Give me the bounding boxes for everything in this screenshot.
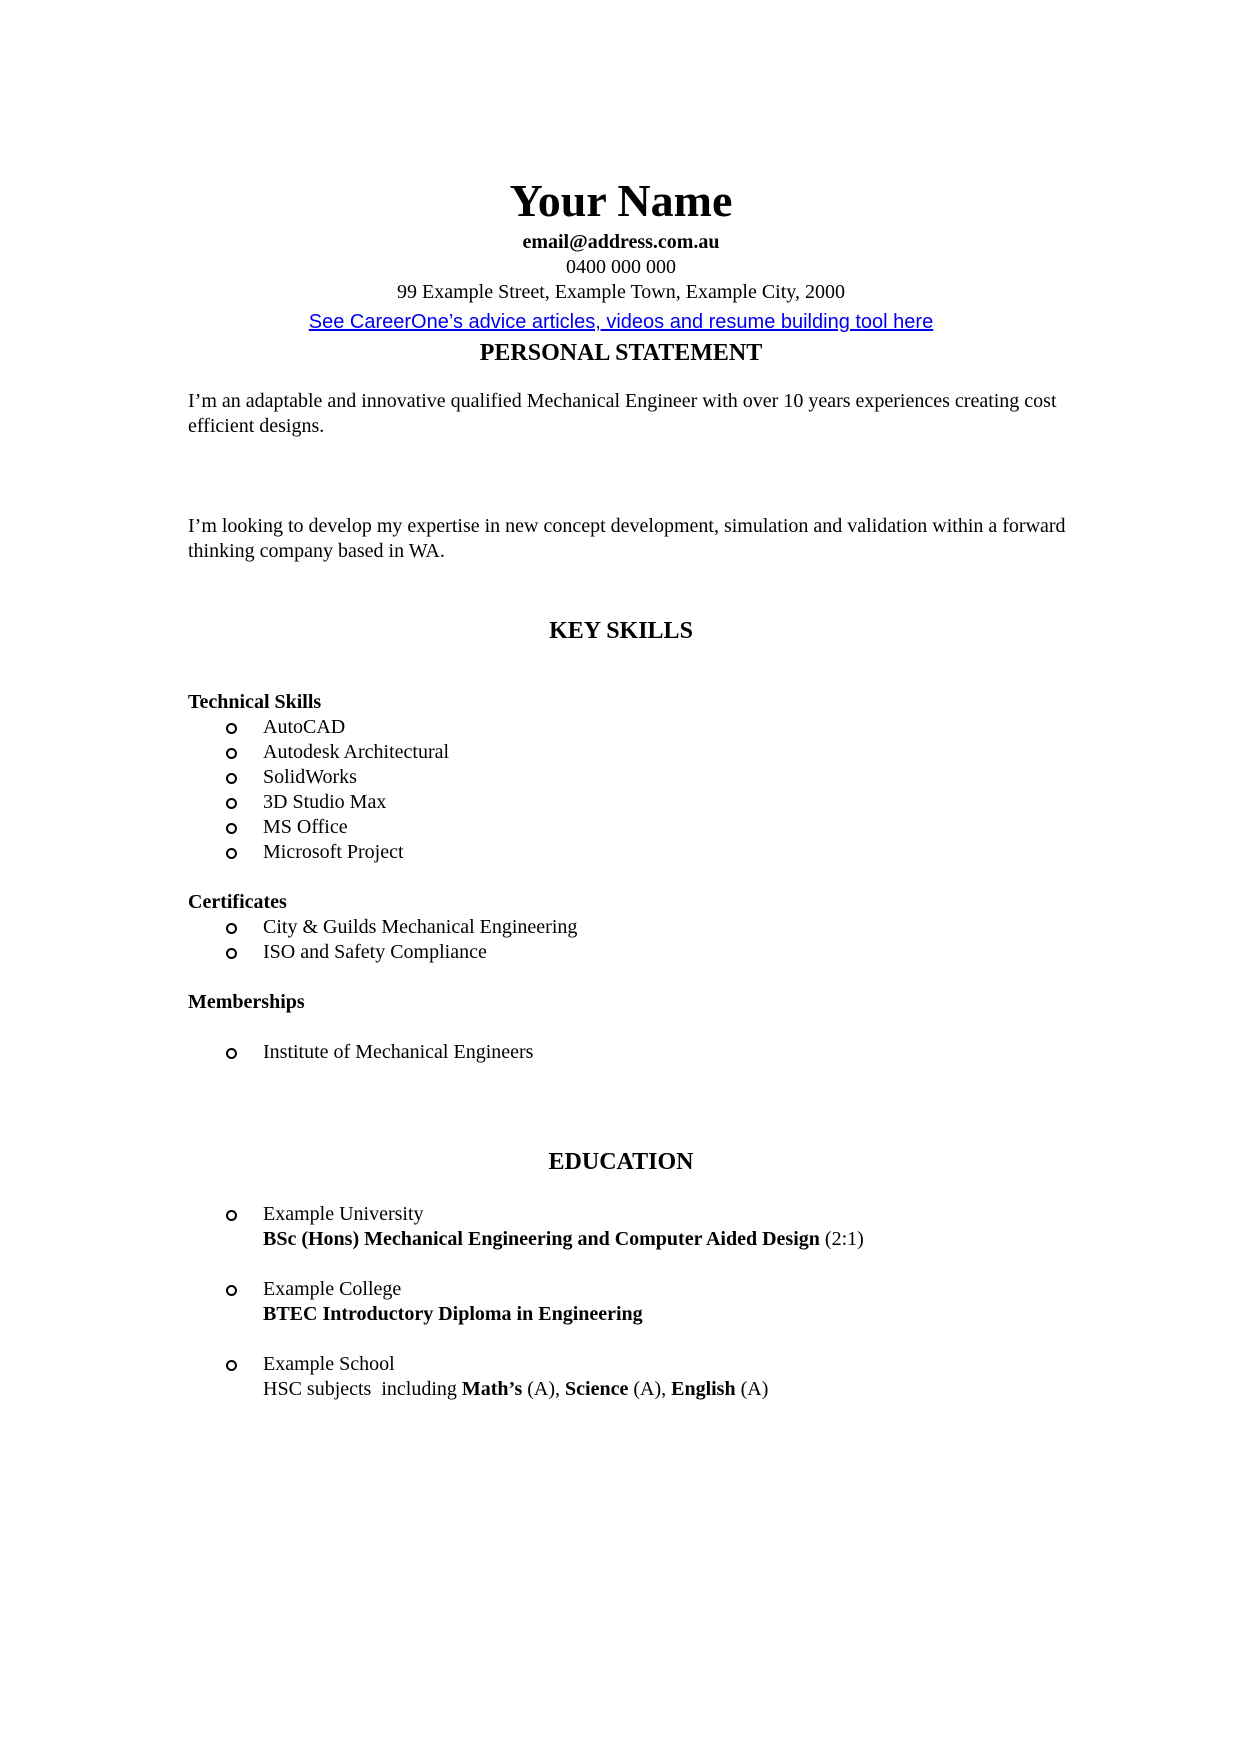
list-item — [188, 1352, 864, 1402]
hollow-bullet-icon — [226, 948, 237, 959]
certificate-label: ISO and Safety Compliance — [263, 941, 487, 963]
skill-label: SolidWorks — [263, 766, 357, 788]
personal-statement-paragraph: I’m looking to develop my expertise in new concept development, simulation and validation within a forward thinking company based in WA. — [188, 515, 1066, 562]
resume-header — [0, 172, 1242, 337]
certificates-heading: Certificates — [188, 891, 287, 913]
list-item — [188, 815, 449, 840]
hollow-bullet-icon — [226, 823, 237, 834]
subject-name: English — [671, 1378, 736, 1400]
list-item — [188, 1277, 864, 1327]
list-item — [188, 740, 449, 765]
certificate-label: City & Guilds Mechanical Engineering — [263, 916, 578, 938]
qualification-title: BTEC Introductory Diploma in Engineering — [263, 1303, 643, 1325]
skill-label: Autodesk Architectural — [263, 741, 450, 763]
institution-name: Example School — [263, 1353, 395, 1375]
list-item — [188, 715, 449, 740]
list-item — [188, 915, 577, 940]
membership-label: Institute of Mechanical Engineers — [263, 1041, 534, 1063]
skill-label: 3D Studio Max — [263, 791, 387, 813]
education-list — [188, 1202, 864, 1402]
hollow-bullet-icon — [226, 773, 237, 784]
list-item — [188, 840, 449, 865]
careerone-link[interactable]: See CareerOne’s advice articles, videos and resume building tool here — [308, 311, 934, 333]
skill-label: AutoCAD — [263, 716, 346, 738]
list-item — [188, 765, 449, 790]
subject-name: Math’s — [461, 1378, 523, 1400]
personal-statement-heading: PERSONAL STATEMENT — [479, 340, 763, 366]
email-address: email@address.com.au — [522, 231, 720, 253]
memberships-heading: Memberships — [188, 991, 305, 1013]
hollow-bullet-icon — [226, 723, 237, 734]
institution-name: Example University — [263, 1203, 424, 1225]
technical-skills-heading: Technical Skills — [188, 691, 322, 713]
qualification-grade: (2:1) — [819, 1228, 864, 1250]
subject-name: Science — [565, 1378, 629, 1400]
key-skills-heading: KEY SKILLS — [549, 618, 693, 644]
list-item — [188, 790, 449, 815]
skill-label: Microsoft Project — [263, 841, 404, 863]
hollow-bullet-icon — [226, 848, 237, 859]
hollow-bullet-icon — [226, 1360, 237, 1371]
technical-skills-list — [188, 715, 449, 865]
qualification-line — [263, 1227, 864, 1252]
subject-grade: (A), — [522, 1378, 566, 1400]
hollow-bullet-icon — [226, 1210, 237, 1221]
subject-grade: (A) — [735, 1378, 769, 1400]
list-item — [188, 1040, 533, 1065]
candidate-name: Your Name — [509, 175, 733, 226]
hollow-bullet-icon — [226, 748, 237, 759]
hollow-bullet-icon — [226, 1285, 237, 1296]
personal-statement-paragraph: I’m an adaptable and innovative qualified Mechanical Engineer with over 10 years experiences creating cost efficient designs. — [188, 390, 1057, 437]
skill-label: MS Office — [263, 816, 348, 838]
hsc-prefix: HSC subjects including — [263, 1378, 462, 1400]
hollow-bullet-icon — [226, 798, 237, 809]
qualification-title: BSc (Hons) Mechanical Engineering and Computer Aided Design — [263, 1228, 820, 1250]
hollow-bullet-icon — [226, 923, 237, 934]
education-heading: EDUCATION — [548, 1149, 694, 1175]
list-item — [188, 1202, 864, 1252]
phone-number: 0400 000 000 — [566, 256, 676, 278]
hsc-subjects-line — [263, 1377, 864, 1402]
institution-name: Example College — [263, 1278, 402, 1300]
certificates-list — [188, 915, 577, 965]
postal-address: 99 Example Street, Example Town, Example City, 2000 — [397, 281, 845, 303]
subject-grade: (A), — [628, 1378, 672, 1400]
list-item — [188, 940, 577, 965]
memberships-list — [188, 1040, 533, 1065]
hollow-bullet-icon — [226, 1048, 237, 1059]
